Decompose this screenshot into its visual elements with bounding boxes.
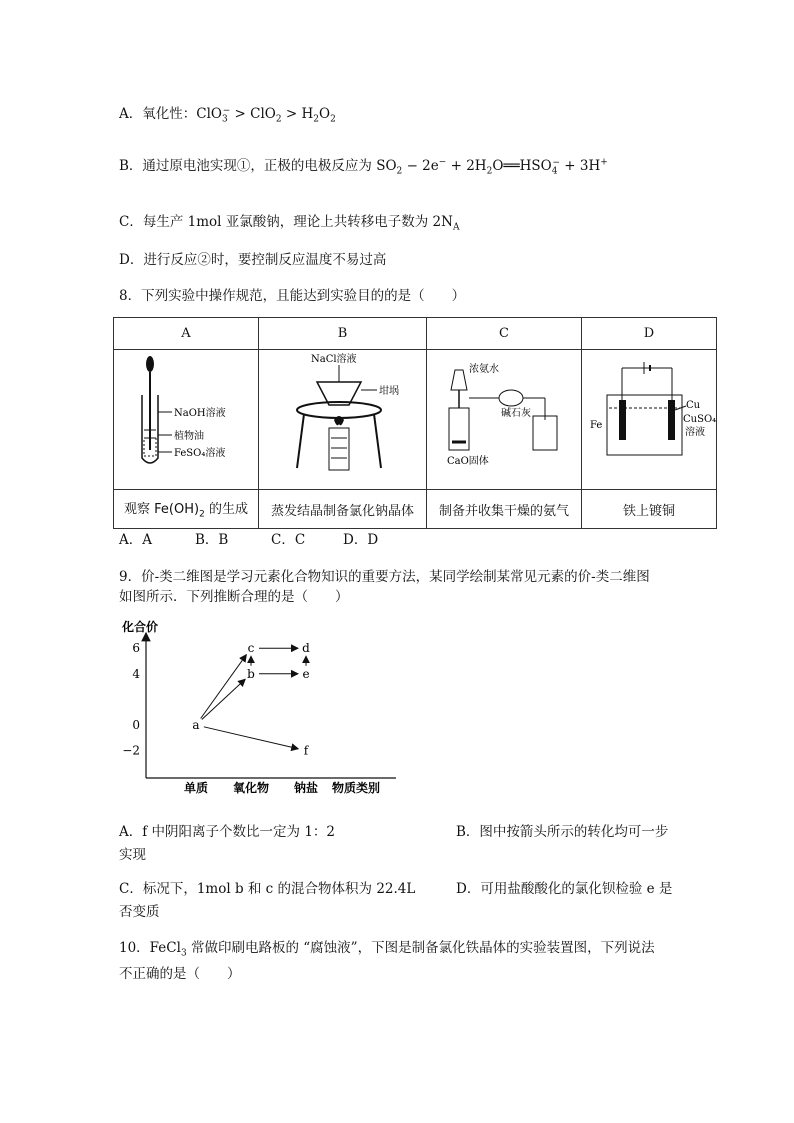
- y-axis-label: 化合价: [122, 620, 159, 634]
- q8-caption-c: 制备并收集干燥的氨气: [427, 490, 582, 529]
- q7-option-d: D．进行反应②时，要控制反应温度不易过高: [119, 252, 387, 268]
- electroplating-diagram: [582, 350, 717, 485]
- q8-caption-a: 观察 $Fe(OH)_2$ 的生成: [114, 490, 259, 529]
- x-tick-label: 钠盐: [293, 781, 319, 795]
- nacl-label: NaCl溶液: [311, 354, 357, 365]
- x-tick-label: 氧化物: [232, 781, 270, 795]
- x-axis-label: 物质类别: [332, 781, 381, 795]
- q8-header-d: D: [582, 318, 717, 350]
- q7-option-b: B．通过原电池实现①，正极的电极反应为 $SO_2 - 2e^-$ + $2H_2O══HSO_4^- + 3H^+$: [119, 157, 608, 177]
- y-tick-label: 6: [132, 641, 140, 656]
- q7-a-expr: $ClO_3^- > ClO_2 > H_2O_2$: [196, 105, 336, 125]
- q9-stem-line1: 9．价-类二维图是学习元素化合物知识的重要方法，某同学绘制某常见元素的价-类二维图: [119, 569, 650, 585]
- q9-stem-line2: 如图所示．下列推断合理的是（ ）: [119, 589, 349, 605]
- q8-caption-d: 铁上镀铜: [582, 490, 717, 529]
- valence-class-diagram: [108, 615, 408, 800]
- q8-stem: 8．下列实验中操作规范，且能达到实验目的的是（ ）: [119, 288, 466, 304]
- cao-label: CaO固体: [447, 456, 489, 467]
- test-tube-dropper-diagram: [114, 350, 259, 485]
- q8-options: A．A B．B C．C D．D: [119, 532, 379, 548]
- arrow-a-c: [201, 655, 247, 719]
- soda-lime-label: 碱石灰: [501, 408, 531, 419]
- ammonia-setup-diagram: [427, 350, 582, 485]
- q8-apparatus-c: [427, 350, 582, 490]
- point-e: e: [302, 666, 310, 681]
- q7-option-a: A．氧化性：$ClO_3^- > ClO_2 > H_2O_2$: [119, 105, 336, 125]
- arrow-a-b: [202, 679, 245, 719]
- oil-label: 植物油: [174, 431, 204, 442]
- point-d: d: [302, 641, 310, 656]
- q8-header-b: B: [259, 318, 427, 350]
- q8-apparatus-d: [582, 350, 717, 490]
- evaporation-diagram: [259, 350, 427, 485]
- feso4-label: FeSO₄溶液: [174, 448, 226, 459]
- q9-option-c: C．标况下，1mol b 和 c 的混合物体积为 22.4L: [119, 881, 416, 897]
- point-c: c: [247, 641, 255, 656]
- q9-option-d-cont: 否变质: [119, 904, 160, 920]
- ammonia-water-label: 浓氨水: [469, 364, 499, 375]
- q7-b-equation: $SO_2 - 2e^-$ + $2H_2O══HSO_4^- + 3H^+$: [376, 157, 608, 177]
- q8-caption-b: 蒸发结晶制备氯化钠晶体: [259, 490, 427, 529]
- x-tick-label: 单质: [183, 781, 209, 795]
- cuso4-label: CuSO₄: [683, 414, 717, 425]
- y-tick-label: 0: [132, 718, 140, 732]
- q9-option-a: A．f 中阴阳离子个数比一定为 1：2: [119, 824, 336, 840]
- q8-header-c: C: [427, 318, 582, 350]
- q9-option-d: D．可用盐酸酸化的氯化钡检验 e 是: [456, 881, 673, 897]
- q8-header-a: A: [114, 318, 259, 350]
- q8-apparatus-a: [114, 350, 259, 490]
- crucible-label: 坩埚: [379, 386, 399, 397]
- y-tick-label: 4: [132, 666, 140, 681]
- q10-stem-line2: 不正确的是（ ）: [119, 966, 241, 982]
- arrow-a-f: [204, 727, 298, 749]
- point-a: a: [192, 718, 200, 732]
- q7-option-c: C．每生产 1mol 亚氯酸钠，理论上共转移电子数为 $2N_A$: [119, 214, 460, 233]
- point-f: f: [303, 743, 309, 758]
- solution-label: 溶液: [685, 427, 705, 438]
- y-tick-label: −2: [122, 743, 140, 758]
- q10-stem-line1: 10．FeCl$_3$ 常做印刷电路板的 “腐蚀液”，下图是制备氯化铁晶体的实验装置图，下列说法: [119, 940, 655, 959]
- naoh-label: NaOH溶液: [174, 408, 226, 419]
- point-b: b: [247, 666, 255, 681]
- fe-label: Fe: [590, 420, 603, 431]
- q9-option-b-cont: 实现: [119, 847, 146, 863]
- q8-table: [113, 317, 717, 529]
- q8-apparatus-b: [259, 350, 427, 490]
- q9-option-b: B．图中按箭头所示的转化均可一步: [456, 824, 669, 840]
- cu-label: Cu: [686, 400, 701, 411]
